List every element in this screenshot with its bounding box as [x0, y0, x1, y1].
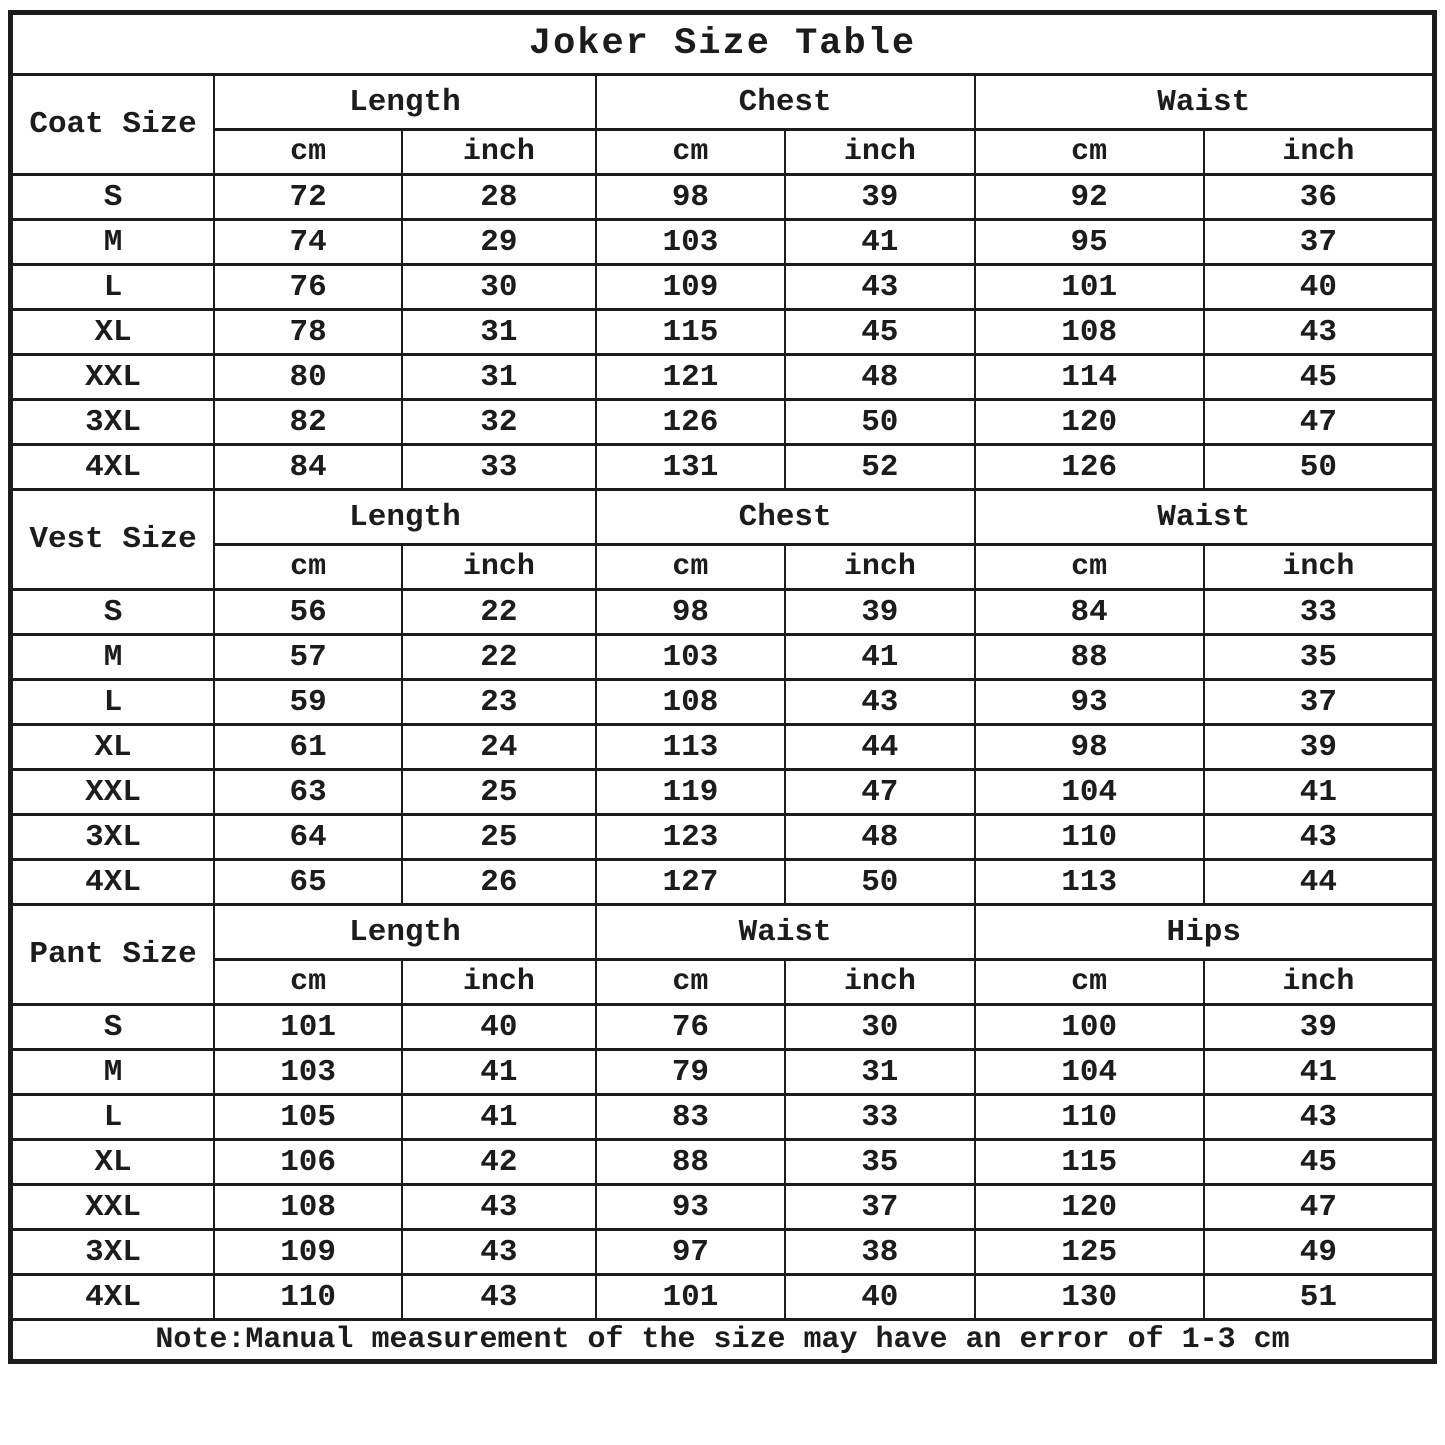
note-row	[11, 1320, 1435, 1362]
value-cell: 98	[596, 590, 785, 635]
value-cell: 104	[975, 770, 1204, 815]
value-cell: 93	[596, 1185, 785, 1230]
section-label-pant: Pant Size	[11, 905, 215, 1005]
value-cell: 37	[785, 1185, 974, 1230]
unit-inch: inch	[785, 130, 974, 175]
value-cell: 101	[214, 1005, 402, 1050]
group-header-row	[11, 490, 1435, 545]
unit-inch: inch	[1204, 960, 1435, 1005]
unit-inch: inch	[402, 960, 596, 1005]
value-cell: 39	[785, 175, 974, 220]
value-cell: 126	[975, 445, 1204, 490]
value-cell: 93	[975, 680, 1204, 725]
size-cell: XXL	[11, 1185, 215, 1230]
size-row-m	[11, 1050, 1435, 1095]
value-cell: 123	[596, 815, 785, 860]
value-cell: 40	[785, 1275, 974, 1320]
value-cell: 22	[402, 635, 596, 680]
value-cell: 32	[402, 400, 596, 445]
value-cell: 109	[596, 265, 785, 310]
size-row-xxl	[11, 770, 1435, 815]
size-row-4xl	[11, 1275, 1435, 1320]
unit-header-row	[11, 960, 1435, 1005]
size-cell: M	[11, 1050, 215, 1095]
size-row-l	[11, 265, 1435, 310]
value-cell: 42	[402, 1140, 596, 1185]
value-cell: 30	[785, 1005, 974, 1050]
value-cell: 41	[402, 1050, 596, 1095]
value-cell: 43	[402, 1275, 596, 1320]
value-cell: 41	[1204, 1050, 1435, 1095]
value-cell: 35	[1204, 635, 1435, 680]
size-row-xxl	[11, 355, 1435, 400]
value-cell: 78	[214, 310, 402, 355]
size-cell: S	[11, 175, 215, 220]
unit-cm: cm	[596, 130, 785, 175]
value-cell: 49	[1204, 1230, 1435, 1275]
value-cell: 108	[975, 310, 1204, 355]
value-cell: 84	[975, 590, 1204, 635]
value-cell: 72	[214, 175, 402, 220]
value-cell: 92	[975, 175, 1204, 220]
title-row	[11, 13, 1435, 75]
value-cell: 37	[1204, 220, 1435, 265]
size-row-s	[11, 590, 1435, 635]
value-cell: 48	[785, 355, 974, 400]
unit-inch: inch	[402, 545, 596, 590]
size-row-m	[11, 220, 1435, 265]
size-cell: L	[11, 1095, 215, 1140]
value-cell: 43	[785, 680, 974, 725]
group-header-waist: Waist	[975, 75, 1435, 130]
value-cell: 25	[402, 770, 596, 815]
size-cell: XL	[11, 725, 215, 770]
value-cell: 120	[975, 1185, 1204, 1230]
value-cell: 105	[214, 1095, 402, 1140]
section-label-coat: Coat Size	[11, 75, 215, 175]
size-cell: L	[11, 680, 215, 725]
value-cell: 44	[1204, 860, 1435, 905]
value-cell: 110	[975, 1095, 1204, 1140]
size-row-3xl	[11, 1230, 1435, 1275]
value-cell: 38	[785, 1230, 974, 1275]
unit-inch: inch	[785, 960, 974, 1005]
size-cell: 3XL	[11, 1230, 215, 1275]
value-cell: 125	[975, 1230, 1204, 1275]
unit-header-row	[11, 545, 1435, 590]
value-cell: 41	[785, 635, 974, 680]
group-header-waist: Waist	[596, 905, 975, 960]
value-cell: 43	[1204, 1095, 1435, 1140]
value-cell: 43	[402, 1185, 596, 1230]
value-cell: 110	[975, 815, 1204, 860]
value-cell: 101	[596, 1275, 785, 1320]
size-row-3xl	[11, 815, 1435, 860]
value-cell: 51	[1204, 1275, 1435, 1320]
value-cell: 63	[214, 770, 402, 815]
size-cell: 4XL	[11, 1275, 215, 1320]
value-cell: 88	[975, 635, 1204, 680]
value-cell: 24	[402, 725, 596, 770]
value-cell: 48	[785, 815, 974, 860]
measurement-note: Note:Manual measurement of the size may have an error of 1-3 cm	[11, 1320, 1435, 1362]
value-cell: 41	[1204, 770, 1435, 815]
value-cell: 31	[785, 1050, 974, 1095]
value-cell: 126	[596, 400, 785, 445]
group-header-hips: Hips	[975, 905, 1435, 960]
unit-cm: cm	[975, 960, 1204, 1005]
value-cell: 76	[596, 1005, 785, 1050]
value-cell: 47	[1204, 1185, 1435, 1230]
value-cell: 33	[785, 1095, 974, 1140]
unit-cm: cm	[975, 545, 1204, 590]
value-cell: 110	[214, 1275, 402, 1320]
value-cell: 31	[402, 355, 596, 400]
value-cell: 28	[402, 175, 596, 220]
value-cell: 121	[596, 355, 785, 400]
value-cell: 103	[214, 1050, 402, 1095]
value-cell: 84	[214, 445, 402, 490]
value-cell: 59	[214, 680, 402, 725]
value-cell: 30	[402, 265, 596, 310]
value-cell: 43	[402, 1230, 596, 1275]
vest-section	[11, 490, 1435, 905]
value-cell: 120	[975, 400, 1204, 445]
size-row-l	[11, 680, 1435, 725]
value-cell: 47	[785, 770, 974, 815]
size-row-xxl	[11, 1185, 1435, 1230]
value-cell: 43	[785, 265, 974, 310]
value-cell: 29	[402, 220, 596, 265]
value-cell: 64	[214, 815, 402, 860]
group-header-length: Length	[214, 905, 596, 960]
value-cell: 25	[402, 815, 596, 860]
size-cell: 3XL	[11, 400, 215, 445]
value-cell: 45	[785, 310, 974, 355]
group-header-length: Length	[214, 75, 596, 130]
size-cell: XL	[11, 1140, 215, 1185]
value-cell: 26	[402, 860, 596, 905]
size-cell: M	[11, 635, 215, 680]
value-cell: 119	[596, 770, 785, 815]
value-cell: 115	[596, 310, 785, 355]
value-cell: 45	[1204, 1140, 1435, 1185]
value-cell: 127	[596, 860, 785, 905]
size-row-s	[11, 175, 1435, 220]
unit-header-row	[11, 130, 1435, 175]
value-cell: 22	[402, 590, 596, 635]
size-table	[8, 10, 1437, 1364]
size-row-xl	[11, 1140, 1435, 1185]
size-row-4xl	[11, 445, 1435, 490]
unit-cm: cm	[214, 960, 402, 1005]
value-cell: 39	[785, 590, 974, 635]
value-cell: 50	[1204, 445, 1435, 490]
value-cell: 33	[402, 445, 596, 490]
group-header-row	[11, 75, 1435, 130]
group-header-waist: Waist	[975, 490, 1435, 545]
unit-inch: inch	[402, 130, 596, 175]
value-cell: 79	[596, 1050, 785, 1095]
note-section	[11, 1320, 1435, 1362]
size-cell: S	[11, 1005, 215, 1050]
value-cell: 52	[785, 445, 974, 490]
unit-inch: inch	[785, 545, 974, 590]
value-cell: 41	[785, 220, 974, 265]
value-cell: 95	[975, 220, 1204, 265]
value-cell: 23	[402, 680, 596, 725]
value-cell: 65	[214, 860, 402, 905]
group-header-row	[11, 905, 1435, 960]
value-cell: 100	[975, 1005, 1204, 1050]
size-row-m	[11, 635, 1435, 680]
value-cell: 131	[596, 445, 785, 490]
size-row-xl	[11, 310, 1435, 355]
unit-cm: cm	[596, 960, 785, 1005]
value-cell: 33	[1204, 590, 1435, 635]
value-cell: 83	[596, 1095, 785, 1140]
unit-inch: inch	[1204, 130, 1435, 175]
value-cell: 130	[975, 1275, 1204, 1320]
size-cell: 4XL	[11, 445, 215, 490]
size-cell: XL	[11, 310, 215, 355]
value-cell: 80	[214, 355, 402, 400]
size-cell: 4XL	[11, 860, 215, 905]
value-cell: 115	[975, 1140, 1204, 1185]
size-row-s	[11, 1005, 1435, 1050]
unit-cm: cm	[214, 130, 402, 175]
value-cell: 103	[596, 635, 785, 680]
value-cell: 41	[402, 1095, 596, 1140]
unit-cm: cm	[975, 130, 1204, 175]
value-cell: 109	[214, 1230, 402, 1275]
group-header-chest: Chest	[596, 75, 975, 130]
value-cell: 98	[596, 175, 785, 220]
value-cell: 108	[596, 680, 785, 725]
size-cell: M	[11, 220, 215, 265]
value-cell: 114	[975, 355, 1204, 400]
value-cell: 56	[214, 590, 402, 635]
section-label-vest: Vest Size	[11, 490, 215, 590]
size-row-xl	[11, 725, 1435, 770]
unit-cm: cm	[214, 545, 402, 590]
value-cell: 57	[214, 635, 402, 680]
value-cell: 39	[1204, 1005, 1435, 1050]
value-cell: 37	[1204, 680, 1435, 725]
value-cell: 31	[402, 310, 596, 355]
size-cell: S	[11, 590, 215, 635]
value-cell: 43	[1204, 815, 1435, 860]
value-cell: 113	[975, 860, 1204, 905]
value-cell: 88	[596, 1140, 785, 1185]
value-cell: 35	[785, 1140, 974, 1185]
value-cell: 61	[214, 725, 402, 770]
value-cell: 47	[1204, 400, 1435, 445]
value-cell: 74	[214, 220, 402, 265]
value-cell: 98	[975, 725, 1204, 770]
unit-inch: inch	[1204, 545, 1435, 590]
value-cell: 45	[1204, 355, 1435, 400]
unit-cm: cm	[596, 545, 785, 590]
size-row-3xl	[11, 400, 1435, 445]
pant-section	[11, 905, 1435, 1320]
size-row-l	[11, 1095, 1435, 1140]
value-cell: 44	[785, 725, 974, 770]
value-cell: 36	[1204, 175, 1435, 220]
value-cell: 39	[1204, 725, 1435, 770]
value-cell: 101	[975, 265, 1204, 310]
value-cell: 40	[402, 1005, 596, 1050]
value-cell: 50	[785, 400, 974, 445]
table-title: Joker Size Table	[11, 13, 1435, 75]
value-cell: 103	[596, 220, 785, 265]
value-cell: 40	[1204, 265, 1435, 310]
group-header-chest: Chest	[596, 490, 975, 545]
value-cell: 43	[1204, 310, 1435, 355]
size-cell: 3XL	[11, 815, 215, 860]
size-cell: XXL	[11, 770, 215, 815]
value-cell: 50	[785, 860, 974, 905]
value-cell: 113	[596, 725, 785, 770]
size-row-4xl	[11, 860, 1435, 905]
size-cell: L	[11, 265, 215, 310]
value-cell: 97	[596, 1230, 785, 1275]
group-header-length: Length	[214, 490, 596, 545]
value-cell: 82	[214, 400, 402, 445]
value-cell: 106	[214, 1140, 402, 1185]
value-cell: 104	[975, 1050, 1204, 1095]
size-cell: XXL	[11, 355, 215, 400]
value-cell: 76	[214, 265, 402, 310]
coat-section	[11, 75, 1435, 490]
value-cell: 108	[214, 1185, 402, 1230]
